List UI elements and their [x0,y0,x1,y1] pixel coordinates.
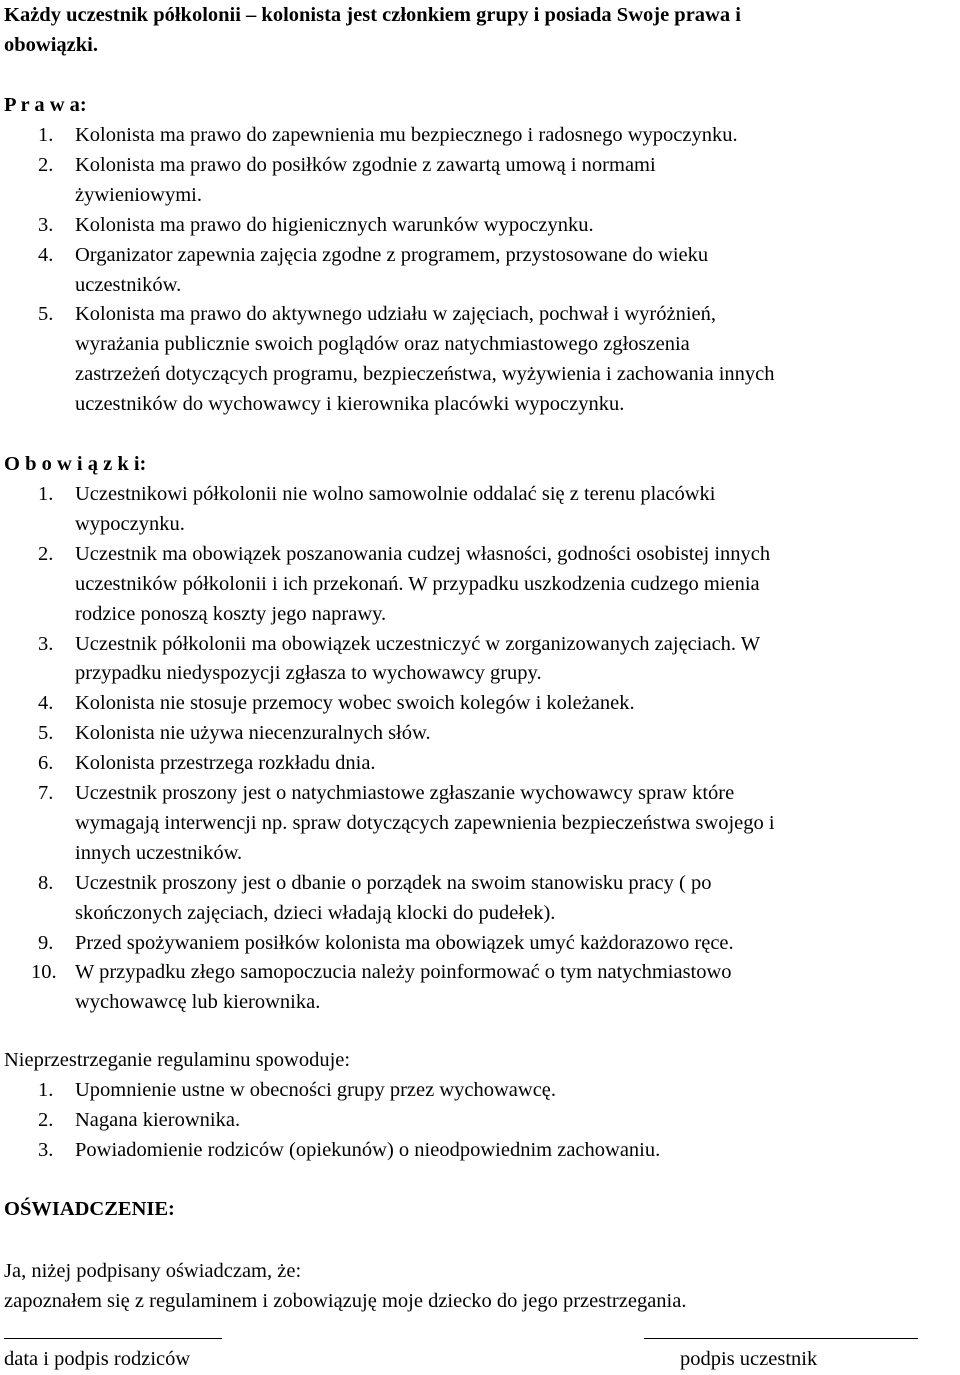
rights-item-text: wyrażania publicznie swoich poglądów oraz natychmiastowego zgłoszenia [75,333,690,356]
rights-item-number: 2. [38,153,54,176]
duties-item-number: 3. [38,632,54,655]
rights-item-number: 4. [38,243,54,266]
duties-item-text: Przed spożywaniem posiłków kolonista ma obowiązek umyć każdorazowo ręce. [75,931,734,954]
consequences-item-text: Powiadomienie rodziców (opiekunów) o nieodpowiednim zachowaniu. [75,1139,661,1161]
duties-item-number: 4. [38,692,54,715]
duties-item-text: uczestników półkolonii i ich przekonań. W przypadku uszkodzenia cudzego mienia [75,572,760,595]
rights-item-number: 1. [38,124,54,146]
participant-signature-line [644,1338,918,1339]
rights-item-number: 5. [38,303,54,326]
declaration-heading: OŚWIADCZENIE: [4,1198,175,1220]
rights-item-text: zastrzeżeń dotyczących programu, bezpieczeństwa, wyżywienia i zachowania innych [75,363,775,386]
duties-item-text: Uczestnik proszony jest o dbanie o porządek na swoim stanowisku pracy ( po [75,871,712,894]
duties-item-text: wymagają interwencji np. spraw dotyczących zapewnienia bezpieczeństwa swojego i [75,811,775,834]
consequences-item-text: Nagana kierownika. [75,1109,241,1131]
intro-line-2: obowiązki. [4,34,98,56]
duties-item-text: Uczestnik proszony jest o natychmiastowe zgłaszanie wychowawcy spraw które [75,782,735,804]
duties-item-number: 7. [38,782,54,804]
rights-item-text: uczestników do wychowawcy i kierownika placówki wypoczynku. [75,393,625,416]
duties-item-number: 5. [38,722,54,745]
duties-item-number: 6. [38,752,54,775]
rights-item-text: żywieniowymi. [75,183,202,206]
consequences-heading: Nieprzestrzeganie regulaminu spowoduje: [4,1049,351,1071]
rights-item-number: 3. [38,213,54,236]
duties-item-text: skończonych zajęciach, dzieci władają klocki do pudełek). [75,901,556,924]
duties-item-text: rodzice ponoszą koszty jego naprawy. [75,602,387,625]
declaration-line-2: zapoznałem się z regulaminem i zobowiązuję moje dziecko do jego przestrzegania. [4,1290,687,1312]
duties-item-text: innych uczestników. [75,841,243,864]
rights-item-text: Kolonista ma prawo do posiłków zgodnie z zawartą umową i normami [75,153,656,176]
duties-item-text: przypadku niedyspozycji zgłasza to wychowawcy grupy. [75,662,542,685]
declaration-line-1: Ja, niżej podpisany oświadczam, że: [4,1260,302,1282]
duties-item-number: 10. [31,961,57,984]
duties-item-text: wychowawcę lub kierownika. [75,991,321,1014]
duties-item-number: 9. [38,931,54,954]
duties-item-text: Uczestnikowi półkolonii nie wolno samowolnie oddalać się z terenu placówki [75,483,716,505]
rights-item-text: uczestników. [75,273,182,296]
duties-item-text: Uczestnik półkolonii ma obowiązek uczestniczyć w zorganizowanych zajęciach. W [75,632,761,655]
consequences-item-number: 1. [38,1079,54,1101]
rights-item-text: Kolonista ma prawo do zapewnienia mu bezpiecznego i radosnego wypoczynku. [75,124,738,146]
consequences-item-number: 2. [38,1109,54,1131]
intro-line-1: Każdy uczestnik półkolonii – kolonista jest członkiem grupy i posiada Swoje prawa i [4,4,741,26]
duties-item-text: wypoczynku. [75,512,185,535]
duties-heading: O b o w i ą z k i: [4,453,147,475]
duties-item-number: 2. [38,542,54,565]
rights-item-text: Kolonista ma prawo do higienicznych warunków wypoczynku. [75,213,594,236]
duties-item-text: Uczestnik ma obowiązek poszanowania cudzej własności, godności osobistej innych [75,542,771,565]
consequences-item-number: 3. [38,1139,54,1161]
duties-item-text: Kolonista nie stosuje przemocy wobec swoich kolegów i koleżanek. [75,692,635,715]
duties-item-text: W przypadku złego samopoczucia należy poinformować o tym natychmiastowo [75,961,732,984]
duties-item-number: 8. [38,871,54,894]
parent-signature-label: data i podpis rodziców [4,1348,191,1370]
consequences-item-text: Upomnienie ustne w obecności grupy przez wychowawcę. [75,1079,557,1101]
duties-item-text: Kolonista nie używa niecenzuralnych słów. [75,722,431,745]
rights-item-text: Organizator zapewnia zajęcia zgodne z programem, przystosowane do wieku [75,243,709,266]
participant-signature-label: podpis uczestnik [680,1348,818,1370]
rights-heading: P r a w a: [4,94,87,116]
parent-signature-line [4,1338,222,1339]
rights-item-text: Kolonista ma prawo do aktywnego udziału w zajęciach, pochwał i wyróżnień, [75,303,716,326]
duties-item-text: Kolonista przestrzega rozkładu dnia. [75,752,376,775]
duties-item-number: 1. [38,483,54,505]
